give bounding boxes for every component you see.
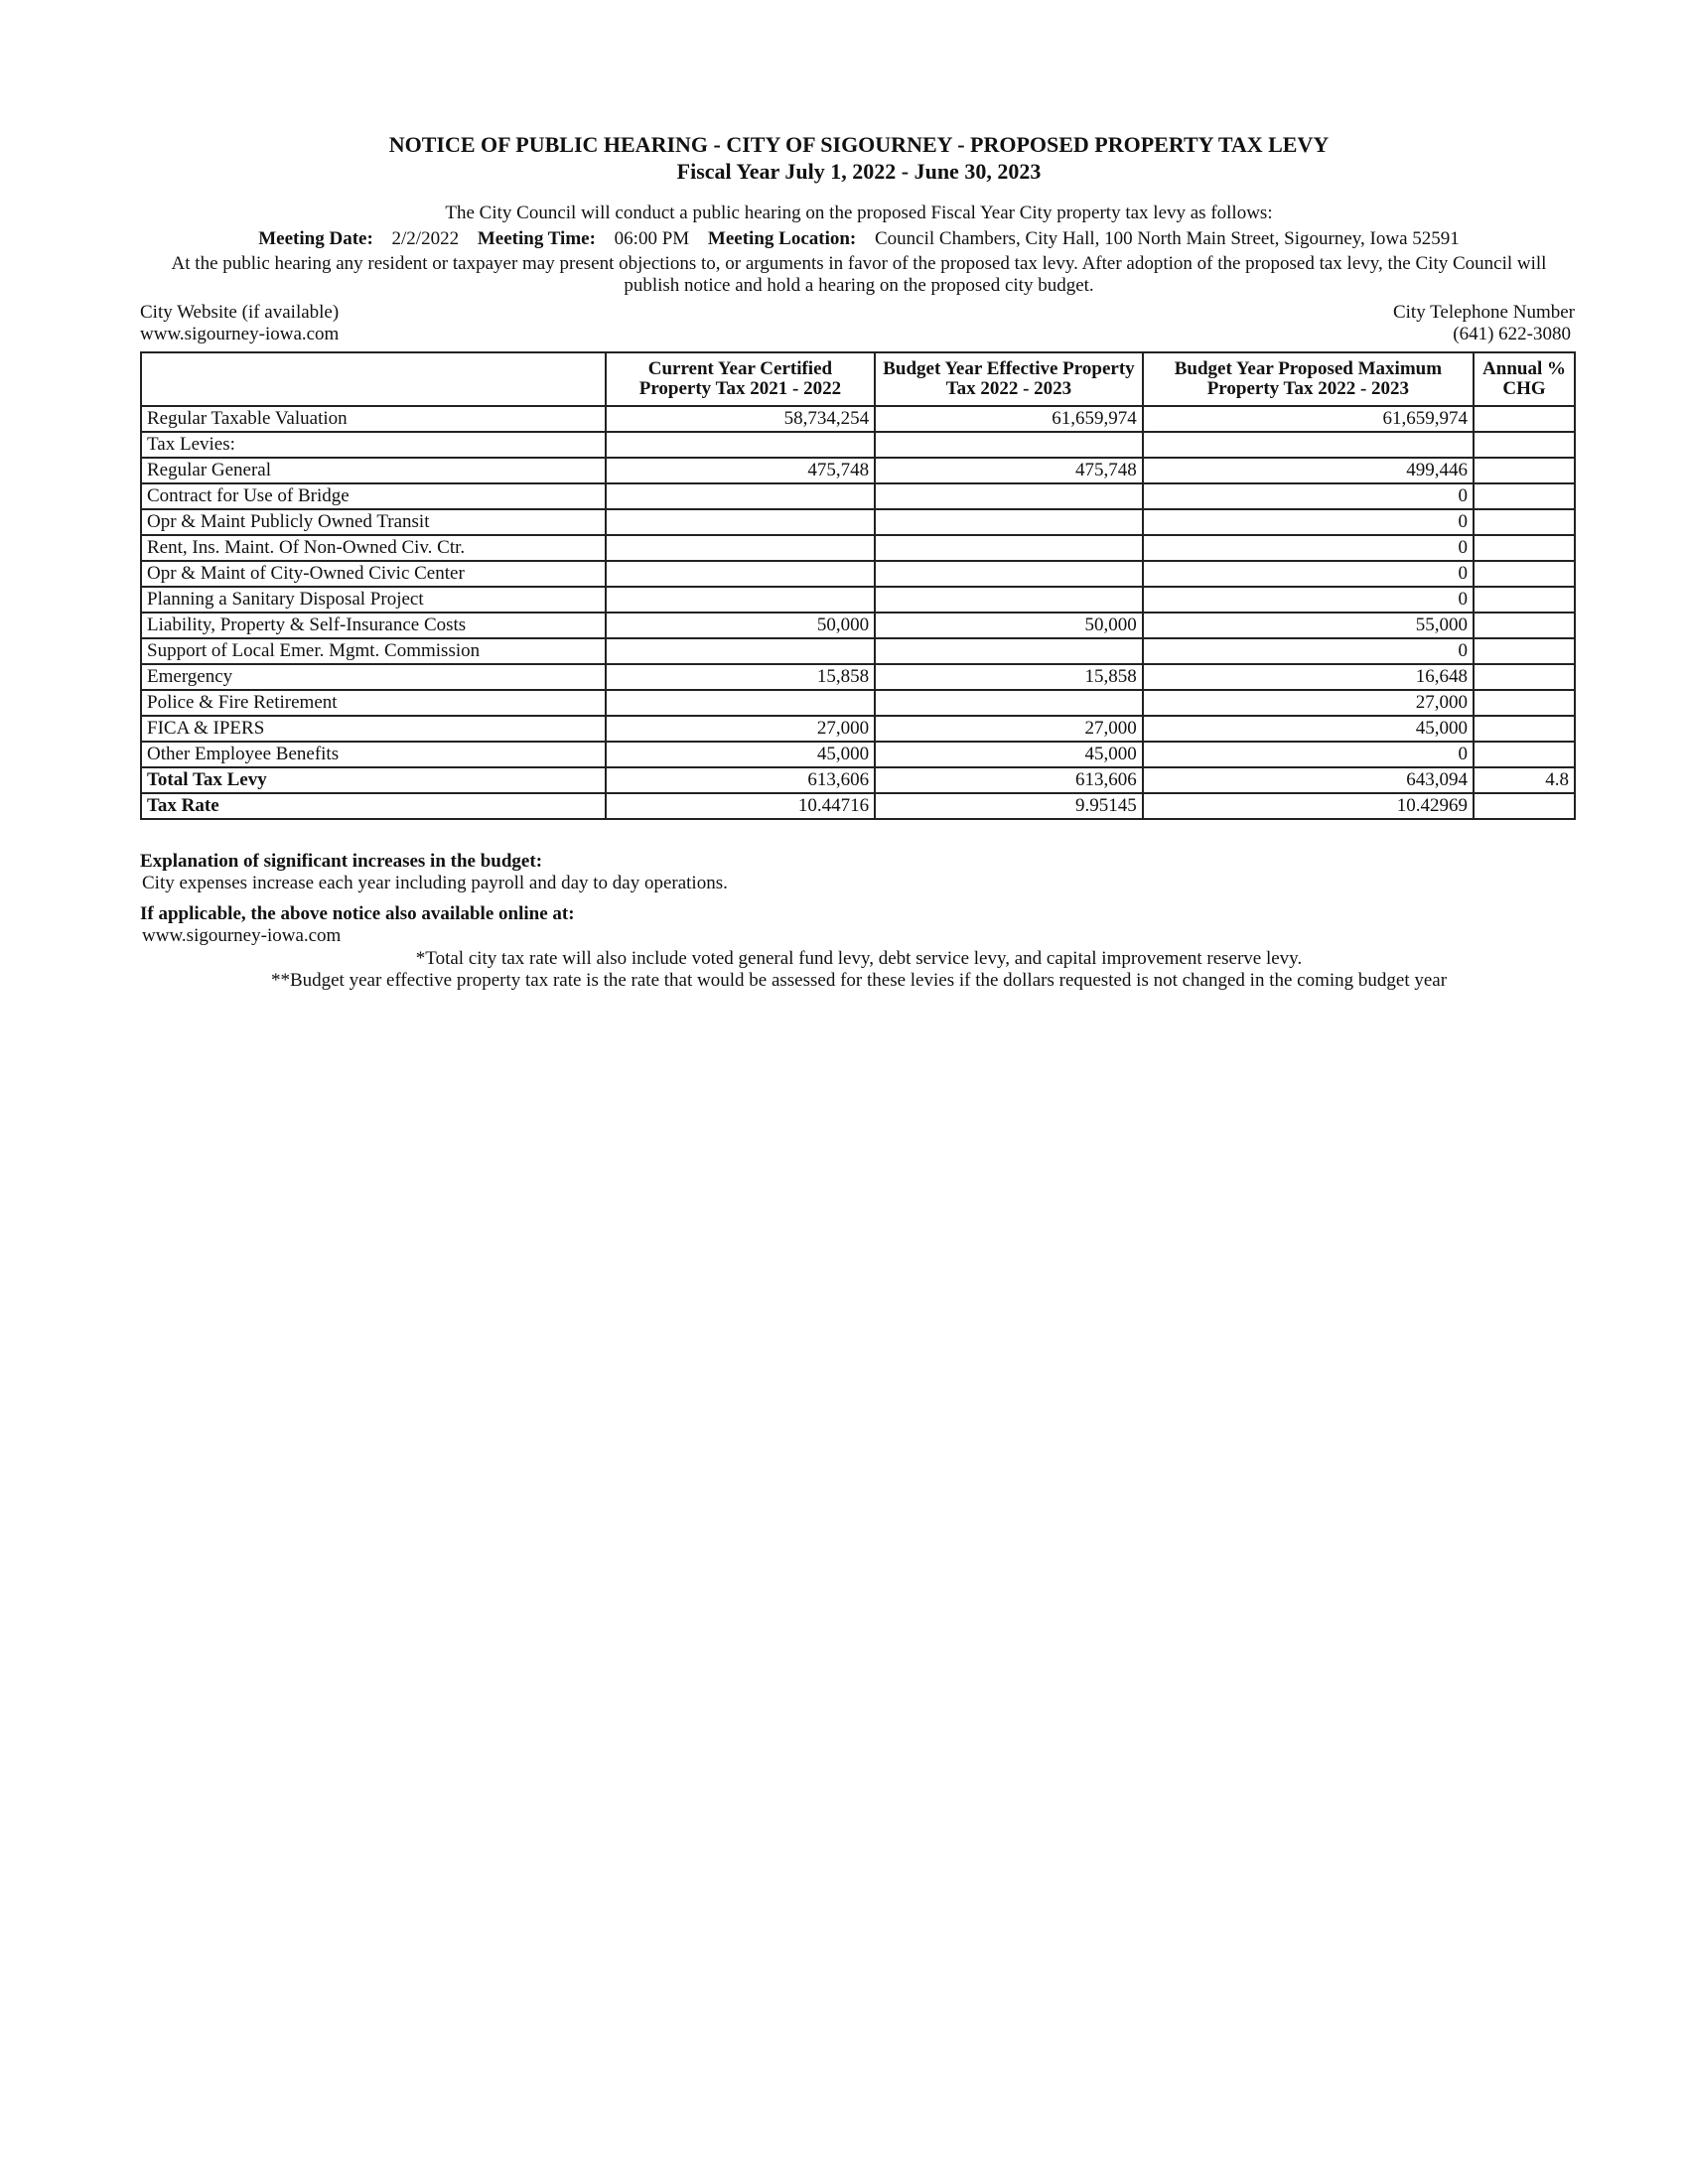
budget-proposed-cell: 499,446 [1143,458,1474,483]
table-row [141,742,1575,767]
meeting-details [139,227,1579,250]
current-year-cell [606,690,876,716]
header-budget-effective: Budget Year Effective Property Tax 2022 - 2023 [875,352,1143,406]
budget-effective-cell [875,690,1143,716]
phone-number: (641) 622-3080 [1453,324,1571,344]
header-budget-proposed: Budget Year Proposed Maximum Property Tax 2022 - 2023 [1143,352,1474,406]
current-year-cell [606,535,876,561]
row-label: Rent, Ins. Maint. Of Non-Owned Civ. Ctr. [141,535,606,561]
meeting-location: Council Chambers, City Hall, 100 North Main Street, Sigourney, Iowa 52591 [875,228,1460,249]
row-label: Opr & Maint of City-Owned Civic Center [141,561,606,587]
objections-paragraph: At the public hearing any resident or taxpayer may present objections to, or arguments in favor of the proposed tax levy. After adoption of the proposed tax levy, the City Council will publish notice and hold a hearing on the proposed city budget. [171,253,1547,296]
budget-proposed-cell: 61,659,974 [1143,406,1474,432]
table-row [141,613,1575,638]
annual-chg-cell [1474,483,1575,509]
table-row [141,716,1575,742]
annual-chg-cell [1474,535,1575,561]
table-row [141,690,1575,716]
budget-effective-cell: 475,748 [875,458,1143,483]
annual-chg-cell [1474,638,1575,664]
budget-proposed-cell: 0 [1143,561,1474,587]
budget-proposed-cell: 0 [1143,483,1474,509]
levy-table-body [141,406,1575,819]
budget-effective-cell: 27,000 [875,716,1143,742]
budget-proposed-cell: 643,094 [1143,767,1474,793]
levy-table [140,351,1576,820]
notice-title: NOTICE OF PUBLIC HEARING - CITY OF SIGOURNEY - PROPOSED PROPERTY TAX LEVY [388,132,1330,157]
budget-effective-cell [875,432,1143,458]
current-year-cell: 613,606 [606,767,876,793]
row-label: Contract for Use of Bridge [141,483,606,509]
budget-proposed-cell: 0 [1143,587,1474,613]
row-label: Total Tax Levy [141,767,606,793]
budget-proposed-cell: 0 [1143,509,1474,535]
budget-effective-cell: 50,000 [875,613,1143,638]
current-year-cell [606,509,876,535]
current-year-cell [606,587,876,613]
current-year-cell [606,638,876,664]
footnote-total-rate: *Total city tax rate will also include voted general fund levy, debt service levy, and capital improvement reserve levy. [415,948,1303,969]
online-link[interactable]: www.sigourney-iowa.com [142,925,342,946]
annual-chg-cell [1474,716,1575,742]
budget-effective-cell: 613,606 [875,767,1143,793]
annual-chg-cell [1474,690,1575,716]
row-label: Tax Levies: [141,432,606,458]
row-label: Regular Taxable Valuation [141,406,606,432]
annual-chg-cell [1474,664,1575,690]
table-row [141,458,1575,483]
budget-effective-cell: 61,659,974 [875,406,1143,432]
row-label: Emergency [141,664,606,690]
meeting-date: 2/2/2022 [391,228,460,249]
budget-proposed-cell [1143,432,1474,458]
row-label: Opr & Maint Publicly Owned Transit [141,509,606,535]
fiscal-year-subtitle: Fiscal Year July 1, 2022 - June 30, 2023 [676,159,1042,184]
budget-effective-cell [875,587,1143,613]
current-year-cell: 58,734,254 [606,406,876,432]
row-label: Planning a Sanitary Disposal Project [141,587,606,613]
annual-chg-cell [1474,742,1575,767]
budget-proposed-cell: 16,648 [1143,664,1474,690]
levy-table-header-row [141,352,1575,406]
budget-effective-cell [875,535,1143,561]
row-label: Support of Local Emer. Mgmt. Commission [141,638,606,664]
annual-chg-cell [1474,613,1575,638]
table-row [141,432,1575,458]
row-label: Liability, Property & Self-Insurance Costs [141,613,606,638]
row-label: Regular General [141,458,606,483]
current-year-cell [606,561,876,587]
row-label: FICA & IPERS [141,716,606,742]
table-row [141,767,1575,793]
meeting-location-label: Meeting Location: [707,228,857,249]
annual-chg-cell [1474,509,1575,535]
budget-effective-cell [875,483,1143,509]
header-annual-chg: Annual % CHG [1474,352,1575,406]
annual-chg-cell [1474,587,1575,613]
table-row [141,535,1575,561]
current-year-cell: 15,858 [606,664,876,690]
current-year-cell: 50,000 [606,613,876,638]
annual-chg-cell: 4.8 [1474,767,1575,793]
explanation-heading: Explanation of significant increases in the budget: [140,851,543,872]
table-row [141,638,1575,664]
header-blank [141,352,606,406]
budget-proposed-cell: 10.42969 [1143,793,1474,819]
online-heading: If applicable, the above notice also available online at: [140,903,575,924]
website-label: City Website (if available) [140,302,340,323]
annual-chg-cell [1474,561,1575,587]
current-year-cell: 27,000 [606,716,876,742]
current-year-cell: 475,748 [606,458,876,483]
header-current-year: Current Year Certified Property Tax 2021 - 2022 [606,352,876,406]
current-year-cell: 10.44716 [606,793,876,819]
table-row [141,483,1575,509]
table-row [141,793,1575,819]
meeting-date-label: Meeting Date: [258,228,373,249]
row-label: Other Employee Benefits [141,742,606,767]
annual-chg-cell [1474,406,1575,432]
row-label: Police & Fire Retirement [141,690,606,716]
budget-effective-cell: 9.95145 [875,793,1143,819]
annual-chg-cell [1474,793,1575,819]
row-label: Tax Rate [141,793,606,819]
budget-effective-cell: 45,000 [875,742,1143,767]
budget-proposed-cell: 27,000 [1143,690,1474,716]
table-row [141,561,1575,587]
budget-effective-cell [875,509,1143,535]
budget-proposed-cell: 55,000 [1143,613,1474,638]
meeting-time-label: Meeting Time: [477,228,596,249]
hearing-intro: The City Council will conduct a public hearing on the proposed Fiscal Year City property tax levy as follows: [445,203,1273,223]
budget-effective-cell: 15,858 [875,664,1143,690]
website-link[interactable]: www.sigourney-iowa.com [140,324,340,344]
explanation-text: City expenses increase each year including payroll and day to day operations. [142,873,728,893]
current-year-cell: 45,000 [606,742,876,767]
table-row [141,587,1575,613]
phone-label: City Telephone Number [1392,302,1575,323]
current-year-cell [606,432,876,458]
budget-effective-cell [875,638,1143,664]
table-row [141,509,1575,535]
table-row [141,664,1575,690]
annual-chg-cell [1474,432,1575,458]
current-year-cell [606,483,876,509]
budget-proposed-cell: 45,000 [1143,716,1474,742]
footnote-effective-rate: **Budget year effective property tax rate is the rate that would be assessed for these levies if the dollars requested is not changed in the coming budget year [270,970,1448,991]
budget-proposed-cell: 0 [1143,742,1474,767]
budget-proposed-cell: 0 [1143,638,1474,664]
notice-title-block [139,131,1579,185]
budget-effective-cell [875,561,1143,587]
meeting-time: 06:00 PM [614,228,690,249]
table-row [141,406,1575,432]
annual-chg-cell [1474,458,1575,483]
budget-proposed-cell: 0 [1143,535,1474,561]
